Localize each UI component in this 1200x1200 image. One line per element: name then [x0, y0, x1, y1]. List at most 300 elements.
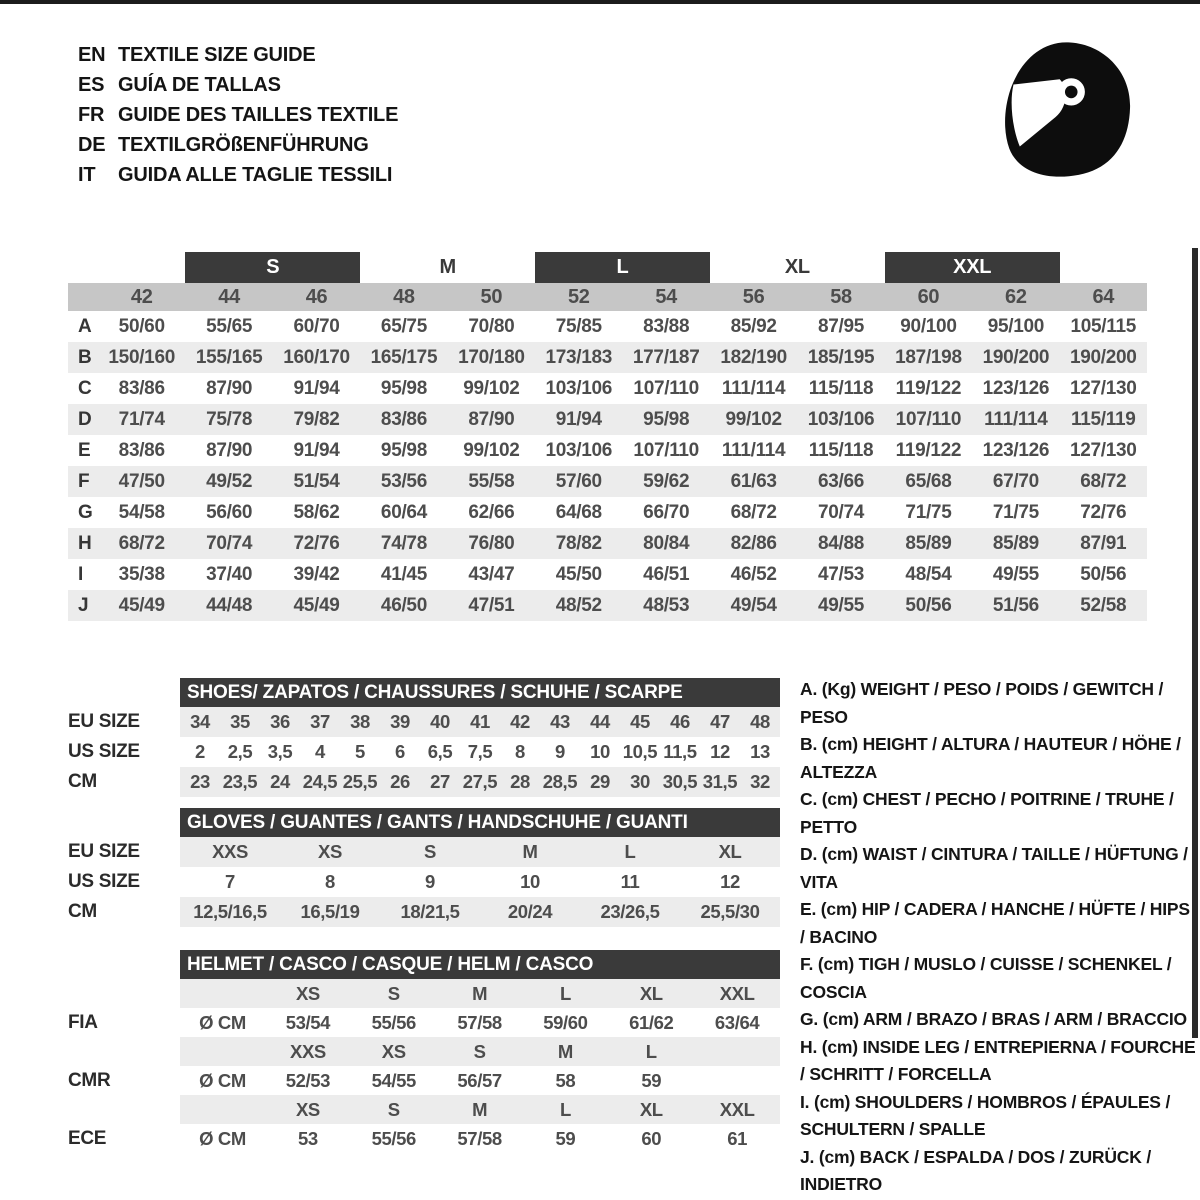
size-label-cell: M — [472, 1098, 488, 1120]
size-value-cell: 71/74 — [118, 408, 165, 430]
size-value-cell: 59/62 — [643, 470, 690, 492]
size-value-cell: 111/114 — [721, 377, 786, 399]
size-value-cell: 29 — [590, 771, 610, 792]
size-value-cell: 60/70 — [293, 315, 340, 337]
size-value-cell: 16,5/19 — [300, 901, 360, 922]
size-value-cell: 107/110 — [633, 377, 699, 399]
size-value-cell: 107/110 — [895, 408, 962, 430]
size-value-cell: 68/72 — [730, 501, 777, 523]
row-label: EU SIZE — [68, 711, 140, 732]
size-value-cell: 182/190 — [720, 346, 787, 368]
helmet-section-title: HELMET / CASCO / CASQUE / HELM / CASCO — [180, 950, 780, 979]
size-value-cell: 115/118 — [808, 377, 874, 399]
size-value-cell: 49/52 — [206, 470, 253, 492]
numeric-size-cell: 54 — [655, 285, 678, 308]
measurement-legend — [800, 676, 1198, 1199]
helmet-sizes-row-cmr — [68, 1037, 780, 1066]
size-value-cell: 3,5 — [267, 741, 293, 762]
size-value-cell: 99/102 — [463, 377, 520, 399]
size-value-cell: 61 — [727, 1127, 747, 1149]
size-value-cell: 61/62 — [629, 1011, 674, 1033]
size-value-cell: 7 — [225, 871, 235, 892]
size-value-cell: 111/114 — [721, 439, 786, 461]
size-value-cell: 10 — [520, 871, 540, 892]
size-value-cell: 78/82 — [555, 532, 602, 554]
size-value-cell: 83/86 — [118, 377, 165, 399]
size-value-cell: 190/200 — [1069, 346, 1137, 368]
size-value-cell: 12,5/16,5 — [193, 901, 267, 922]
size-value-cell: 70/74 — [206, 532, 253, 554]
helmet-values — [180, 1008, 780, 1037]
legend-item: C. (cm) CHEST / PECHO / POITRINE / TRUHE / PETTO — [800, 789, 1174, 837]
size-value-cell: 53/56 — [380, 470, 427, 492]
legend-item: A. (Kg) WEIGHT / PESO / POIDS / GEWITCH / PESO — [800, 679, 1164, 727]
language-row — [78, 100, 398, 130]
size-value-cell: 55/56 — [371, 1011, 416, 1033]
language-title: TEXTILGRÖßENFÜHRUNG — [118, 133, 369, 156]
size-value-cell: 37/40 — [206, 563, 253, 585]
size-value-cell: 85/92 — [730, 315, 777, 337]
size-group-header-row — [68, 252, 1147, 283]
size-value-cell: 127/130 — [1069, 377, 1137, 399]
gloves-row — [68, 897, 780, 927]
size-value-cell: 43 — [550, 711, 570, 732]
measurement-row-g — [68, 497, 1147, 528]
size-value-cell: 82/86 — [730, 532, 777, 554]
size-value-cell: 123/126 — [982, 377, 1050, 399]
gloves-values — [180, 867, 780, 897]
gloves-row — [68, 837, 780, 867]
size-value-cell: 28,5 — [542, 771, 578, 792]
size-label-cell: XS — [295, 982, 320, 1004]
size-value-cell: 57/60 — [555, 470, 602, 492]
size-value-cell: 71/75 — [992, 501, 1039, 523]
language-row — [78, 160, 398, 190]
language-row — [78, 130, 398, 160]
size-value-cell: 31,5 — [702, 771, 738, 792]
size-value-cell: 24 — [270, 771, 290, 792]
size-value-cell: 39/42 — [293, 563, 340, 585]
size-value-cell: 2,5 — [227, 741, 253, 762]
size-value-cell: 13 — [750, 741, 770, 762]
size-value-cell: 46/52 — [730, 563, 777, 585]
size-label-cell: S — [473, 1040, 486, 1062]
shoes-size-table — [68, 678, 780, 797]
size-value-cell: 10,5 — [622, 741, 658, 762]
size-value-cell: 75/78 — [206, 408, 253, 430]
measurement-row-j — [68, 590, 1147, 621]
size-value-cell: 25,5/30 — [700, 901, 760, 922]
language-title: GUIDE DES TAILLES TEXTILE — [118, 103, 399, 126]
helmet-size-labels — [180, 1037, 780, 1066]
size-value-cell: 50/56 — [1080, 563, 1127, 585]
gloves-row — [68, 867, 780, 897]
size-value-cell: 53 — [298, 1127, 318, 1149]
size-value-cell: 185/195 — [807, 346, 875, 368]
size-value-cell: 27 — [430, 771, 450, 792]
size-value-cell: 79/82 — [293, 408, 340, 430]
unit-label-cell: Ø CM — [199, 1011, 246, 1033]
helmet-sizes-row-ece — [68, 1095, 780, 1124]
racing-helmet-icon — [982, 36, 1150, 194]
size-value-cell: 65/75 — [380, 315, 427, 337]
legend-item: B. (cm) HEIGHT / ALTURA / HAUTEUR / HÖHE / ALTEZZA — [800, 734, 1181, 782]
language-row — [78, 70, 398, 100]
size-value-cell: 23/26,5 — [600, 901, 660, 922]
language-title-list — [78, 40, 398, 190]
size-label-cell: S — [387, 982, 400, 1004]
size-value-cell: 62/66 — [468, 501, 515, 523]
standard-label: CMR — [68, 1069, 111, 1091]
helmet-values-row-fia — [68, 1008, 780, 1037]
size-value-cell: L — [624, 841, 636, 862]
size-value-cell: 37 — [310, 711, 330, 732]
size-group-l: L — [535, 252, 710, 283]
row-label: US SIZE — [68, 871, 140, 892]
size-label-cell: M — [472, 982, 488, 1004]
size-value-cell: 26 — [390, 771, 410, 792]
size-value-cell: 187/198 — [895, 346, 962, 368]
size-value-cell: 42 — [510, 711, 530, 732]
size-label-cell: XL — [639, 982, 663, 1004]
shoes-values — [180, 707, 780, 737]
size-value-cell: 91/94 — [293, 439, 340, 461]
size-value-cell: 63/64 — [714, 1011, 760, 1033]
size-value-cell: 32 — [750, 771, 770, 792]
numeric-size-cell: 56 — [742, 285, 765, 308]
size-value-cell: 30,5 — [662, 771, 698, 792]
size-value-cell: 45/49 — [118, 594, 165, 616]
row-label: CM — [68, 901, 97, 922]
size-value-cell: 51/56 — [992, 594, 1039, 616]
size-value-cell: 173/183 — [545, 346, 613, 368]
size-value-cell: 115/119 — [1071, 408, 1136, 430]
row-letter-label: C — [78, 377, 92, 399]
size-value-cell: 87/91 — [1080, 532, 1127, 554]
size-label-cell: S — [387, 1098, 400, 1120]
size-value-cell: 60/64 — [380, 501, 427, 523]
language-code: DE — [78, 133, 106, 156]
measurement-row-a — [68, 311, 1147, 342]
size-value-cell: 63/66 — [818, 470, 865, 492]
size-value-cell: 95/98 — [380, 439, 427, 461]
shoes-row — [68, 707, 780, 737]
size-value-cell: 47/51 — [468, 594, 515, 616]
legend-item: J. (cm) BACK / ESPALDA / DOS / ZURÜCK / INDIETRO — [800, 1146, 1151, 1194]
unit-label-cell: Ø CM — [199, 1127, 246, 1149]
size-value-cell: 64/68 — [555, 501, 602, 523]
size-label-cell: XXL — [719, 982, 755, 1004]
size-value-cell: 103/106 — [807, 408, 875, 430]
size-value-cell: 83/86 — [380, 408, 427, 430]
size-value-cell: 75/85 — [555, 315, 602, 337]
size-value-cell: 87/90 — [468, 408, 515, 430]
size-value-cell: 111/114 — [984, 408, 1048, 430]
size-value-cell: 57/58 — [457, 1011, 502, 1033]
size-value-cell: 59 — [555, 1127, 576, 1149]
size-value-cell: 87/95 — [818, 315, 865, 337]
size-value-cell: 58 — [555, 1069, 576, 1091]
size-value-cell: 38 — [350, 711, 370, 732]
measurement-row-i — [68, 559, 1147, 590]
row-letter-label: J — [78, 594, 89, 616]
size-value-cell: 84/88 — [818, 532, 865, 554]
size-value-cell: 36 — [270, 711, 290, 732]
size-value-cell: 55/56 — [371, 1127, 416, 1149]
size-value-cell: 74/78 — [380, 532, 427, 554]
size-value-cell: 85/89 — [992, 532, 1039, 554]
numeric-size-cell: 46 — [305, 285, 328, 308]
size-value-cell: 59 — [641, 1069, 662, 1091]
numeric-size-cell: 50 — [480, 285, 503, 308]
size-value-cell: 91/94 — [555, 408, 602, 430]
size-value-cell: 61/63 — [730, 470, 777, 492]
legend-item: E. (cm) HIP / CADERA / HANCHE / HÜFTE / HIPS / BACINO — [800, 899, 1190, 947]
size-value-cell: 115/118 — [808, 439, 874, 461]
size-label-cell: XS — [295, 1098, 320, 1120]
size-value-cell: 95/98 — [380, 377, 427, 399]
language-row — [78, 40, 398, 70]
size-value-cell: 55/58 — [468, 470, 515, 492]
shoes-section-title: SHOES/ ZAPATOS / CHAUSSURES / SCHUHE / SCARPE — [180, 678, 780, 707]
helmet-values — [180, 1124, 780, 1153]
size-value-cell: 45/50 — [555, 563, 602, 585]
helmet-size-labels — [180, 1095, 780, 1124]
size-value-cell: 87/90 — [206, 377, 253, 399]
size-value-cell: 10 — [590, 741, 610, 762]
row-letter-label: E — [78, 439, 91, 461]
size-value-cell: 41/45 — [380, 563, 427, 585]
size-value-cell: 12 — [720, 871, 740, 892]
numeric-size-cell: 48 — [393, 285, 415, 308]
size-value-cell: 70/74 — [818, 501, 865, 523]
helmet-values-row-ece — [68, 1124, 780, 1153]
size-value-cell: 190/200 — [982, 346, 1050, 368]
size-value-cell: 25,5 — [342, 771, 378, 792]
language-title: GUÍA DE TALLAS — [118, 73, 281, 96]
size-value-cell: 8 — [515, 741, 525, 762]
size-value-cell: 85/89 — [905, 532, 952, 554]
size-group-xl: XL — [784, 256, 810, 278]
language-title: GUIDA ALLE TAGLIE TESSILI — [118, 163, 393, 186]
size-value-cell: 54/55 — [371, 1069, 416, 1091]
size-value-cell: 127/130 — [1069, 439, 1137, 461]
row-letter-label: F — [78, 470, 90, 492]
size-value-cell: 43/47 — [468, 563, 515, 585]
row-letter-label: B — [78, 346, 92, 368]
size-value-cell: 9 — [555, 741, 565, 762]
size-value-cell: 72/76 — [293, 532, 340, 554]
size-value-cell: S — [424, 841, 436, 862]
size-value-cell: 46/50 — [380, 594, 427, 616]
size-value-cell: 44/48 — [206, 594, 253, 616]
size-value-cell: 56/60 — [206, 501, 253, 523]
helmet-sizes-row-fia — [68, 979, 780, 1008]
row-label: US SIZE — [68, 741, 140, 762]
size-value-cell: 7,5 — [467, 741, 493, 762]
size-value-cell: 27,5 — [462, 771, 498, 792]
size-value-cell: 45 — [630, 711, 650, 732]
helmet-size-table — [68, 950, 780, 1153]
size-value-cell: XS — [318, 841, 342, 862]
size-value-cell: M — [522, 841, 538, 862]
row-letter-label: H — [78, 532, 92, 554]
language-code: FR — [78, 103, 105, 126]
measurement-row-h — [68, 528, 1147, 559]
size-value-cell: 6,5 — [427, 741, 453, 762]
size-value-cell: 177/187 — [632, 346, 700, 368]
size-label-cell: XXL — [719, 1098, 755, 1120]
size-value-cell: 51/54 — [293, 470, 340, 492]
measurement-row-c — [68, 373, 1147, 404]
size-value-cell: 54/58 — [118, 501, 165, 523]
size-value-cell: 48/52 — [555, 594, 602, 616]
legend-item: I. (cm) SHOULDERS / HOMBROS / ÉPAULES / SCHULTERN / SPALLE — [800, 1091, 1171, 1139]
size-value-cell: 23 — [190, 771, 210, 792]
row-label: EU SIZE — [68, 841, 140, 862]
size-value-cell: 160/170 — [283, 346, 350, 368]
size-value-cell: XL — [718, 841, 742, 862]
legend-item: H. (cm) INSIDE LEG / ENTREPIERNA / FOURCHE / SCHRITT / FORCELLA — [800, 1036, 1196, 1084]
size-value-cell: 56/57 — [457, 1069, 502, 1091]
shoes-values — [180, 767, 780, 797]
row-letter-label: G — [78, 501, 93, 523]
measurement-row-f — [68, 466, 1147, 497]
size-value-cell: 95/100 — [987, 315, 1045, 337]
size-value-cell: 60 — [641, 1127, 662, 1149]
size-value-cell: 150/160 — [108, 346, 175, 368]
size-value-cell: 6 — [395, 741, 405, 762]
row-letter-label: D — [78, 408, 92, 430]
size-value-cell: 103/106 — [545, 377, 613, 399]
shoes-row — [68, 767, 780, 797]
size-value-cell: 90/100 — [900, 315, 957, 337]
helmet-size-labels — [180, 979, 780, 1008]
size-value-cell: 11,5 — [663, 741, 697, 762]
legend-item: D. (cm) WAIST / CINTURA / TAILLE / HÜFTUNG / VITA — [800, 844, 1188, 892]
standard-label: ECE — [68, 1127, 107, 1149]
size-value-cell: 50/56 — [905, 594, 952, 616]
size-value-cell: 44 — [590, 711, 610, 732]
size-value-cell: 5 — [355, 741, 365, 762]
numeric-size-cell: 52 — [567, 285, 590, 308]
size-value-cell: 11 — [620, 871, 640, 892]
size-value-cell: 48/54 — [905, 563, 952, 585]
size-value-cell: 103/106 — [545, 439, 613, 461]
numeric-size-band — [68, 283, 1147, 311]
helmet-values — [180, 1066, 780, 1095]
size-value-cell: 28 — [510, 771, 530, 792]
size-value-cell: 170/180 — [458, 346, 525, 368]
size-value-cell: 48 — [750, 711, 770, 732]
legend-item: F. (cm) TIGH / MUSLO / CUISSE / SCHENKEL / COSCIA — [800, 954, 1172, 1002]
gloves-values — [180, 897, 780, 927]
size-value-cell: 52/58 — [1080, 594, 1127, 616]
size-value-cell: XXS — [212, 841, 248, 862]
size-value-cell: 47/53 — [818, 563, 865, 585]
size-value-cell: 40 — [430, 711, 450, 732]
size-value-cell: 119/122 — [895, 377, 962, 399]
size-value-cell: 4 — [315, 741, 325, 762]
size-value-cell: 68/72 — [118, 532, 165, 554]
size-value-cell: 76/80 — [468, 532, 515, 554]
size-value-cell: 58/62 — [293, 501, 340, 523]
size-value-cell: 2 — [195, 741, 205, 762]
size-label-cell: L — [645, 1040, 657, 1062]
row-letter-label: A — [78, 315, 92, 337]
size-value-cell: 83/88 — [643, 315, 690, 337]
size-value-cell: 91/94 — [293, 377, 340, 399]
standard-label: FIA — [68, 1011, 98, 1033]
size-value-cell: 107/110 — [633, 439, 699, 461]
size-group-m: M — [439, 256, 456, 278]
size-value-cell: 99/102 — [463, 439, 520, 461]
size-value-cell: 119/122 — [895, 439, 962, 461]
gloves-values — [180, 837, 780, 867]
size-label-cell: XL — [639, 1098, 663, 1120]
size-label-cell: M — [557, 1040, 573, 1062]
size-value-cell: 105/115 — [1070, 315, 1137, 337]
size-value-cell: 59/60 — [543, 1011, 588, 1033]
size-value-cell: 49/54 — [730, 594, 777, 616]
size-value-cell: 66/70 — [643, 501, 690, 523]
size-value-cell: 65/68 — [905, 470, 952, 492]
numeric-size-cell: 58 — [830, 285, 852, 308]
size-value-cell: 70/80 — [468, 315, 515, 337]
size-value-cell: 52/53 — [285, 1069, 331, 1091]
size-value-cell: 95/98 — [643, 408, 690, 430]
size-value-cell: 20/24 — [507, 901, 553, 922]
measurement-row-d — [68, 404, 1147, 435]
size-label-cell: L — [559, 982, 571, 1004]
shoes-row — [68, 737, 780, 767]
numeric-size-cell: 60 — [917, 285, 940, 308]
numeric-size-cell: 62 — [1005, 285, 1027, 308]
size-value-cell: 41 — [470, 711, 490, 732]
size-label-cell: XXS — [290, 1040, 326, 1062]
shoes-values — [180, 737, 780, 767]
size-value-cell: 24,5 — [302, 771, 338, 792]
size-value-cell: 165/175 — [370, 346, 438, 368]
textile-size-table — [68, 252, 1147, 621]
size-value-cell: 12 — [710, 741, 730, 762]
row-label: CM — [68, 771, 97, 792]
size-value-cell: 155/165 — [195, 346, 263, 368]
size-label-cell: XS — [381, 1040, 406, 1062]
helmet-values-row-cmr — [68, 1066, 780, 1095]
top-edge-line — [0, 0, 1200, 4]
language-code: ES — [78, 73, 105, 96]
row-letter-label: I — [78, 563, 83, 585]
size-value-cell: 99/102 — [725, 408, 782, 430]
gloves-section-title: GLOVES / GUANTES / GANTS / HANDSCHUHE / GUANTI — [180, 808, 780, 837]
size-value-cell: 47/50 — [118, 470, 165, 492]
unit-label-cell: Ø CM — [199, 1069, 246, 1091]
size-value-cell: 68/72 — [1080, 470, 1127, 492]
size-value-cell: 48/53 — [643, 594, 690, 616]
size-value-cell: 49/55 — [818, 594, 865, 616]
size-value-cell: 49/55 — [992, 563, 1039, 585]
gloves-size-table — [68, 808, 780, 927]
size-value-cell: 46/51 — [643, 563, 690, 585]
size-value-cell: 45/49 — [293, 594, 340, 616]
language-code: EN — [78, 43, 106, 66]
language-title: TEXTILE SIZE GUIDE — [118, 43, 316, 66]
size-value-cell: 50/60 — [118, 315, 165, 337]
language-code: IT — [78, 163, 96, 186]
size-group-xxl: XXL — [885, 252, 1060, 283]
size-value-cell: 87/90 — [206, 439, 253, 461]
